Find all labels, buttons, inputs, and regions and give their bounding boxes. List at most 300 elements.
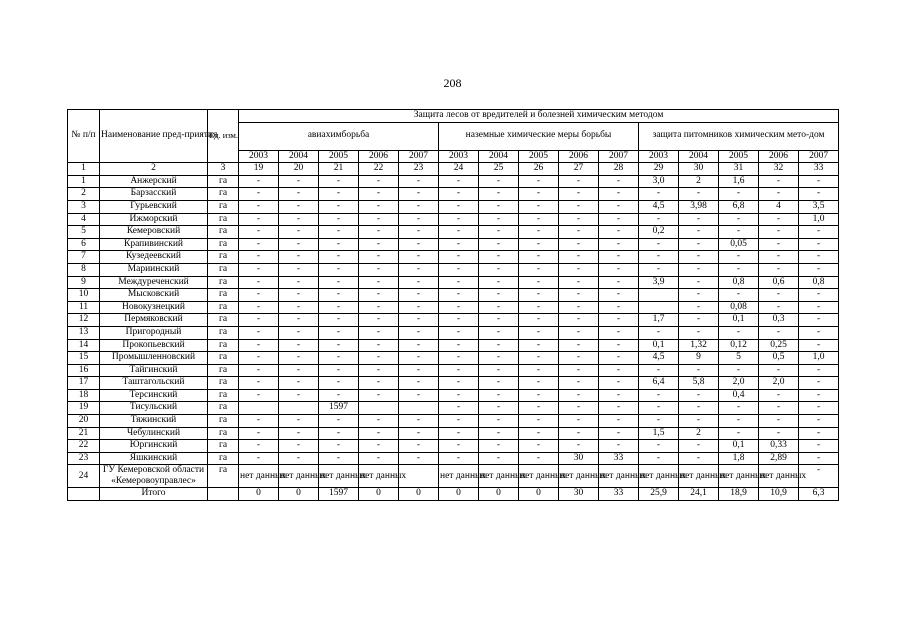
value-cell: 0,05 <box>719 238 759 251</box>
value-cell: - <box>439 352 479 365</box>
enterprise-name: Пермяковский <box>100 314 208 327</box>
value-cell: - <box>479 377 519 390</box>
table-row <box>68 452 839 465</box>
value-cell: - <box>319 314 359 327</box>
value-cell: - <box>599 289 639 302</box>
table-row <box>68 200 839 213</box>
value-cell: - <box>759 326 799 339</box>
value-cell: - <box>279 251 319 264</box>
value-cell: - <box>279 314 319 327</box>
unit-cell: га <box>208 427 239 440</box>
row-number: 7 <box>68 251 100 264</box>
header-group-title: Защита лесов от вредителей и болезней химическим методом <box>239 110 839 123</box>
table-row <box>68 175 839 188</box>
row-number: 3 <box>68 200 100 213</box>
value-cell: - <box>639 263 679 276</box>
enterprise-name: Таштагольский <box>100 377 208 390</box>
column-number-cell: 22 <box>359 163 399 176</box>
value-cell: - <box>279 238 319 251</box>
column-numbers-row <box>68 163 839 176</box>
value-cell: - <box>359 415 399 428</box>
value-cell: - <box>239 301 279 314</box>
value-cell: - <box>359 226 399 239</box>
value-cell: - <box>399 352 439 365</box>
value-cell: - <box>599 276 639 289</box>
year-cell: 2006 <box>559 150 599 163</box>
value-cell: - <box>599 427 639 440</box>
unit-cell: га <box>208 289 239 302</box>
value-cell: 1,7 <box>639 314 679 327</box>
header-name: Наименование пред-приятия <box>100 110 208 163</box>
value-cell: - <box>639 213 679 226</box>
value-cell: 4,5 <box>639 200 679 213</box>
value-cell: - <box>239 188 279 201</box>
value-cell: нет данных <box>679 465 719 488</box>
value-cell: - <box>239 200 279 213</box>
value-cell: нет данных <box>239 465 279 488</box>
total-value: 30 <box>559 488 599 501</box>
value-cell: - <box>239 314 279 327</box>
enterprise-name: Мариинский <box>100 263 208 276</box>
value-cell: - <box>479 402 519 415</box>
value-cell: - <box>719 364 759 377</box>
value-cell: нет данных <box>319 465 359 488</box>
value-cell: 1,8 <box>719 452 759 465</box>
value-cell: 5,8 <box>679 377 719 390</box>
total-value: 6,3 <box>799 488 839 501</box>
value-cell: - <box>639 440 679 453</box>
enterprise-name: Мысковский <box>100 289 208 302</box>
total-value: 18,9 <box>719 488 759 501</box>
value-cell: - <box>399 314 439 327</box>
total-value: 0 <box>359 488 399 501</box>
page-number: 208 <box>443 76 462 90</box>
value-cell: - <box>439 238 479 251</box>
value-cell: - <box>799 226 839 239</box>
value-cell: - <box>519 213 559 226</box>
value-cell: - <box>599 440 639 453</box>
enterprise-name: Анжерский <box>100 175 208 188</box>
value-cell: - <box>599 175 639 188</box>
value-cell: - <box>719 289 759 302</box>
value-cell: нет данных <box>599 465 639 488</box>
value-cell: 6,8 <box>719 200 759 213</box>
value-cell: - <box>479 326 519 339</box>
column-number-cell: 2 <box>100 163 208 176</box>
value-cell: - <box>559 415 599 428</box>
value-cell: - <box>599 377 639 390</box>
enterprise-name: Юргинский <box>100 440 208 453</box>
value-cell: - <box>799 427 839 440</box>
total-value: 0 <box>399 488 439 501</box>
value-cell: - <box>759 263 799 276</box>
unit-cell: га <box>208 251 239 264</box>
unit-cell: га <box>208 301 239 314</box>
value-cell: - <box>319 188 359 201</box>
value-cell: - <box>479 200 519 213</box>
enterprise-name: Промышленновский <box>100 352 208 365</box>
value-cell: - <box>479 238 519 251</box>
row-number: 10 <box>68 289 100 302</box>
value-cell: - <box>359 364 399 377</box>
value-cell: - <box>679 314 719 327</box>
value-cell: - <box>719 326 759 339</box>
column-number-cell: 33 <box>799 163 839 176</box>
value-cell: - <box>399 263 439 276</box>
value-cell: - <box>599 301 639 314</box>
value-cell <box>359 402 399 415</box>
value-cell: - <box>399 188 439 201</box>
value-cell: - <box>439 188 479 201</box>
year-cell: 2004 <box>279 150 319 163</box>
value-cell: - <box>479 251 519 264</box>
value-cell: - <box>559 226 599 239</box>
value-cell: - <box>519 402 559 415</box>
total-value: 10,9 <box>759 488 799 501</box>
table-row <box>68 415 839 428</box>
total-value: 0 <box>239 488 279 501</box>
value-cell: - <box>519 238 559 251</box>
enterprise-name: Крапивинский <box>100 238 208 251</box>
value-cell: - <box>759 301 799 314</box>
table-row <box>68 352 839 365</box>
value-cell: - <box>679 226 719 239</box>
value-cell: - <box>559 175 599 188</box>
value-cell: - <box>639 452 679 465</box>
value-cell: - <box>359 276 399 289</box>
column-number-cell: 20 <box>279 163 319 176</box>
value-cell: - <box>399 200 439 213</box>
value-cell: 4,5 <box>639 352 679 365</box>
year-cell: 2005 <box>719 150 759 163</box>
value-cell: - <box>759 238 799 251</box>
value-cell: - <box>719 188 759 201</box>
value-cell: - <box>519 276 559 289</box>
value-cell: - <box>239 339 279 352</box>
value-cell: - <box>759 188 799 201</box>
value-cell: - <box>319 238 359 251</box>
value-cell: - <box>239 226 279 239</box>
value-cell: - <box>359 352 399 365</box>
value-cell: 4 <box>759 200 799 213</box>
total-row <box>68 488 839 501</box>
row-number: 15 <box>68 352 100 365</box>
value-cell: - <box>519 415 559 428</box>
value-cell: - <box>559 251 599 264</box>
value-cell: - <box>239 427 279 440</box>
column-number-cell: 3 <box>208 163 239 176</box>
value-cell: - <box>439 175 479 188</box>
value-cell: - <box>399 452 439 465</box>
value-cell: - <box>279 377 319 390</box>
value-cell: - <box>359 326 399 339</box>
value-cell: - <box>759 226 799 239</box>
value-cell: - <box>239 238 279 251</box>
value-cell: - <box>599 213 639 226</box>
value-cell: - <box>639 415 679 428</box>
value-cell: нет данных <box>559 465 599 488</box>
value-cell: - <box>599 238 639 251</box>
value-cell: - <box>679 301 719 314</box>
value-cell: - <box>359 452 399 465</box>
total-value: 0 <box>479 488 519 501</box>
value-cell: 3,98 <box>679 200 719 213</box>
value-cell: - <box>279 352 319 365</box>
value-cell: - <box>799 415 839 428</box>
value-cell: - <box>679 326 719 339</box>
value-cell: 5 <box>719 352 759 365</box>
value-cell: - <box>319 175 359 188</box>
value-cell: - <box>359 440 399 453</box>
value-cell: - <box>239 452 279 465</box>
unit-cell: га <box>208 213 239 226</box>
value-cell: - <box>279 389 319 402</box>
value-cell: - <box>559 352 599 365</box>
value-cell: - <box>679 238 719 251</box>
value-cell: - <box>439 427 479 440</box>
row-number: 5 <box>68 226 100 239</box>
year-cell: 2007 <box>799 150 839 163</box>
enterprise-name: Ижморский <box>100 213 208 226</box>
value-cell: - <box>239 213 279 226</box>
value-cell: - <box>759 364 799 377</box>
value-cell: нет данных <box>719 465 759 488</box>
value-cell: - <box>559 263 599 276</box>
value-cell: - <box>479 364 519 377</box>
value-cell: - <box>279 427 319 440</box>
unit-cell: га <box>208 377 239 390</box>
value-cell: - <box>599 389 639 402</box>
value-cell: - <box>599 415 639 428</box>
value-cell: - <box>479 263 519 276</box>
value-cell: 2,0 <box>759 377 799 390</box>
unit-cell: га <box>208 389 239 402</box>
value-cell <box>639 301 679 314</box>
value-cell: - <box>479 175 519 188</box>
total-value: 25,9 <box>639 488 679 501</box>
table-row <box>68 427 839 440</box>
value-cell: - <box>599 364 639 377</box>
value-cell: - <box>439 389 479 402</box>
row-number: 14 <box>68 339 100 352</box>
value-cell: - <box>599 188 639 201</box>
value-cell: - <box>559 213 599 226</box>
value-cell: - <box>279 326 319 339</box>
value-cell: - <box>759 402 799 415</box>
value-cell: - <box>239 175 279 188</box>
value-cell: - <box>799 364 839 377</box>
value-cell: - <box>279 276 319 289</box>
value-cell: 2,89 <box>759 452 799 465</box>
value-cell: - <box>399 326 439 339</box>
value-cell: - <box>439 226 479 239</box>
value-cell: - <box>279 175 319 188</box>
value-cell: - <box>319 251 359 264</box>
row-number: 22 <box>68 440 100 453</box>
year-cell: 2005 <box>519 150 559 163</box>
value-cell: - <box>599 226 639 239</box>
value-cell: - <box>479 226 519 239</box>
value-cell: - <box>439 339 479 352</box>
value-cell: - <box>239 251 279 264</box>
value-cell: - <box>359 251 399 264</box>
value-cell: - <box>799 402 839 415</box>
value-cell: - <box>479 301 519 314</box>
value-cell: - <box>479 188 519 201</box>
value-cell: - <box>679 389 719 402</box>
enterprise-name: Тяжинский <box>100 415 208 428</box>
value-cell: 0,08 <box>719 301 759 314</box>
value-cell: - <box>719 226 759 239</box>
value-cell: - <box>279 226 319 239</box>
value-cell: - <box>319 226 359 239</box>
value-cell: - <box>479 352 519 365</box>
value-cell: - <box>519 440 559 453</box>
value-cell: - <box>599 314 639 327</box>
value-cell: - <box>239 276 279 289</box>
value-cell: - <box>759 289 799 302</box>
total-empty-cell <box>208 488 239 501</box>
value-cell: 0,12 <box>719 339 759 352</box>
value-cell: - <box>439 200 479 213</box>
table-row <box>68 263 839 276</box>
value-cell: - <box>519 339 559 352</box>
value-cell: - <box>439 301 479 314</box>
value-cell <box>239 402 279 415</box>
value-cell: - <box>399 301 439 314</box>
enterprise-name: Терсинский <box>100 389 208 402</box>
value-cell: - <box>679 188 719 201</box>
value-cell: - <box>679 251 719 264</box>
value-cell: - <box>679 263 719 276</box>
column-number-cell: 1 <box>68 163 100 176</box>
table-row <box>68 301 839 314</box>
table-row <box>68 251 839 264</box>
value-cell <box>279 402 319 415</box>
column-number-cell: 24 <box>439 163 479 176</box>
unit-cell: га <box>208 314 239 327</box>
value-cell: - <box>239 289 279 302</box>
enterprise-name: Яшкинский <box>100 452 208 465</box>
value-cell: - <box>359 263 399 276</box>
year-cell: 2004 <box>679 150 719 163</box>
value-cell: - <box>719 427 759 440</box>
value-cell: - <box>679 364 719 377</box>
value-cell: - <box>559 289 599 302</box>
value-cell: - <box>399 389 439 402</box>
unit-cell: га <box>208 326 239 339</box>
enterprise-name: Чебулинский <box>100 427 208 440</box>
value-cell: - <box>679 402 719 415</box>
value-cell: - <box>439 452 479 465</box>
value-cell: - <box>359 427 399 440</box>
value-cell: - <box>479 289 519 302</box>
row-number: 24 <box>68 465 100 488</box>
value-cell: - <box>279 339 319 352</box>
table-row <box>68 213 839 226</box>
value-cell: - <box>719 415 759 428</box>
value-cell: - <box>399 175 439 188</box>
value-cell: 1,32 <box>679 339 719 352</box>
column-number-cell: 28 <box>599 163 639 176</box>
row-number: 6 <box>68 238 100 251</box>
value-cell: - <box>799 465 839 488</box>
table-row <box>68 377 839 390</box>
value-cell: 0,3 <box>759 314 799 327</box>
unit-cell: га <box>208 263 239 276</box>
value-cell: - <box>319 289 359 302</box>
value-cell: - <box>519 452 559 465</box>
value-cell: - <box>399 440 439 453</box>
value-cell: 0,2 <box>639 226 679 239</box>
unit-cell: га <box>208 238 239 251</box>
header-num: № п/п <box>68 110 100 163</box>
value-cell: - <box>799 452 839 465</box>
value-cell: - <box>439 289 479 302</box>
value-cell: - <box>399 427 439 440</box>
value-cell: - <box>479 452 519 465</box>
value-cell: - <box>439 326 479 339</box>
unit-cell: га <box>208 339 239 352</box>
value-cell: - <box>319 200 359 213</box>
year-cell: 2005 <box>319 150 359 163</box>
unit-cell: га <box>208 415 239 428</box>
value-cell: - <box>639 188 679 201</box>
year-cell: 2003 <box>239 150 279 163</box>
unit-cell: га <box>208 452 239 465</box>
value-cell: 0,5 <box>759 352 799 365</box>
value-cell: 2 <box>679 427 719 440</box>
enterprise-name: Прокопьевский <box>100 339 208 352</box>
value-cell: - <box>799 238 839 251</box>
value-cell: - <box>479 440 519 453</box>
row-number: 18 <box>68 389 100 402</box>
value-cell: - <box>319 352 359 365</box>
value-cell: - <box>599 200 639 213</box>
value-cell: 1,6 <box>719 175 759 188</box>
row-number: 9 <box>68 276 100 289</box>
value-cell: - <box>359 200 399 213</box>
value-cell: 3,9 <box>639 276 679 289</box>
table-row <box>68 276 839 289</box>
chemical-protection-table <box>67 109 839 501</box>
unit-cell: га <box>208 364 239 377</box>
table-row <box>68 188 839 201</box>
value-cell: - <box>799 263 839 276</box>
value-cell: - <box>319 263 359 276</box>
table-row <box>68 314 839 327</box>
value-cell: - <box>599 402 639 415</box>
value-cell: 30 <box>559 452 599 465</box>
value-cell: - <box>519 188 559 201</box>
value-cell: - <box>799 389 839 402</box>
value-cell: - <box>519 314 559 327</box>
value-cell: - <box>439 276 479 289</box>
value-cell: - <box>319 301 359 314</box>
value-cell: - <box>799 251 839 264</box>
row-number: 4 <box>68 213 100 226</box>
value-cell: - <box>279 415 319 428</box>
value-cell: - <box>759 251 799 264</box>
unit-cell: га <box>208 440 239 453</box>
header-aviation: авиахимборьба <box>239 122 439 150</box>
table-row <box>68 238 839 251</box>
value-cell: - <box>359 339 399 352</box>
value-cell: - <box>439 415 479 428</box>
value-cell: - <box>559 301 599 314</box>
value-cell: - <box>439 314 479 327</box>
value-cell: - <box>759 427 799 440</box>
